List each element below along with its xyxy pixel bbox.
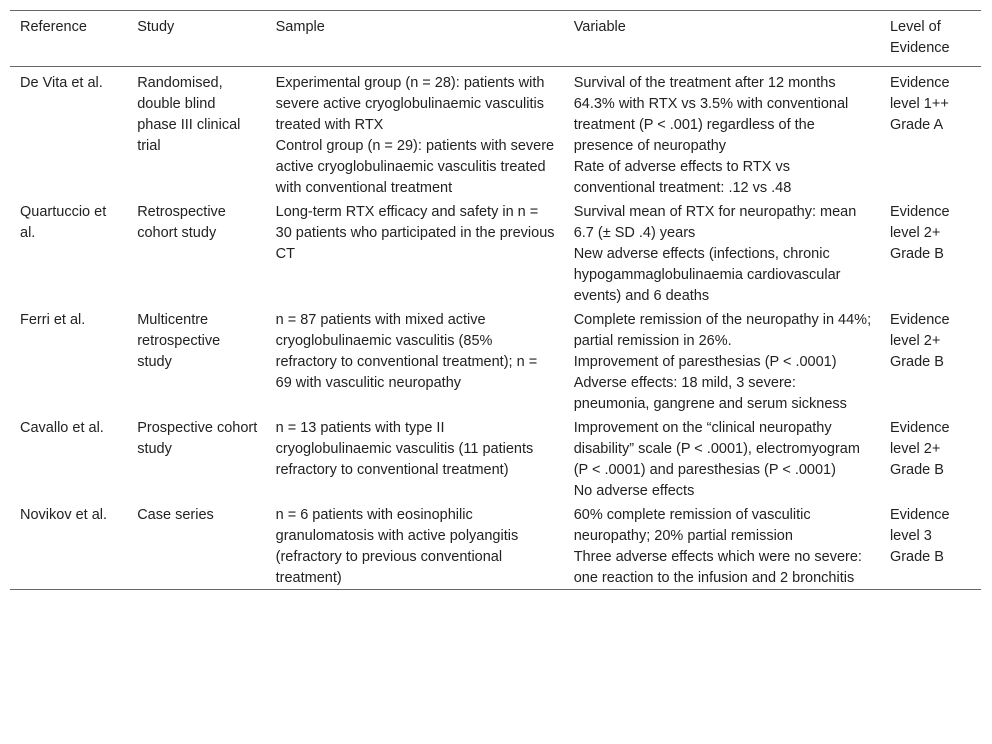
cell-sample [266,502,564,590]
header-reference: Reference [20,19,87,35]
evidence-level: Evidence level 2+ [889,420,954,457]
variable-line: Adverse effects: 18 mild, 3 severe: pneumonia, gangrene and serum sickness [573,375,847,412]
cell-variable [564,67,880,200]
variable-line: No adverse effects [573,483,695,499]
cell-sample [266,67,564,200]
evidence-grade: Grade A [889,117,944,133]
table-row [10,415,981,502]
header-variable: Variable [573,19,626,35]
cell-sample [266,415,564,502]
header-sample: Sample [275,19,325,35]
cell-reference: Novikov et al. [20,507,108,523]
cell-study: Case series [137,507,214,523]
cell-sample [266,307,564,415]
cell-reference: Ferri et al. [20,312,86,328]
cell-reference: Quartuccio et al. [20,204,107,241]
evidence-grade: Grade B [889,549,944,565]
evidence-level: Evidence level 3 [889,507,954,544]
cell-level [880,67,981,200]
table-row [10,502,981,590]
cell-reference: Cavallo et al. [20,420,104,436]
sample-line: Control group (n = 29): patients with severe active cryoglobulinaemic vasculitis treated with conventional treatment [275,138,559,196]
evidence-grade: Grade B [889,354,944,370]
variable-line: New adverse effects (infections, chronic hypogammaglobulinaemia cardiovascular events) and 6 deaths [573,246,845,304]
evidence-level: Evidence level 1++ [889,75,954,112]
cell-reference: De Vita et al. [20,75,103,91]
header-study: Study [137,19,175,35]
header-level-of-evidence: Level of Evidence [889,19,950,56]
variable-line: 60% complete remission of vasculitic neuropathy; 20% partial remission [573,507,815,544]
cell-level [880,307,981,415]
variable-line: Survival of the treatment after 12 months 64.3% with RTX vs 3.5% with conventional treatment (P < .001) regardless of the presence of neuropathy [573,75,853,154]
cell-level [880,502,981,590]
sample-line: n = 87 patients with mixed active cryoglobulinaemic vasculitis (85% refractory to conventional treatment); n = 69 with vasculitic neuropathy [275,312,542,391]
header-row [10,11,981,67]
variable-line: Three adverse effects which were no severe: one reaction to the infusion and 2 bronchitis [573,549,866,586]
sample-line: Long-term RTX efficacy and safety in n = 30 patients who participated in the previous CT [275,204,559,262]
cell-sample [266,199,564,307]
variable-line: Rate of adverse effects to RTX vs conventional treatment: .12 vs .48 [573,159,794,196]
table-row [10,199,981,307]
cell-study: Randomised, double blind phase III clinical trial [137,75,241,154]
evidence-level: Evidence level 2+ [889,204,954,241]
sample-line: Experimental group (n = 28): patients with severe active cryoglobulinaemic vasculitis treated with RTX [275,75,549,133]
evidence-table [10,10,981,590]
cell-variable [564,199,880,307]
evidence-grade: Grade B [889,462,944,478]
variable-line: Survival mean of RTX for neuropathy: mean 6.7 (± SD .4) years [573,204,861,241]
evidence-grade: Grade B [889,246,944,262]
table-row [10,307,981,415]
cell-variable [564,502,880,590]
variable-line: Improvement on the “clinical neuropathy disability” scale (P < .0001), electromyogram (P < .0001) and paresthesias (P < .0001) [573,420,864,478]
cell-variable [564,307,880,415]
variable-line: Complete remission of the neuropathy in 44%; partial remission in 26%. [573,312,876,349]
table-header [10,11,981,67]
table-body [10,67,981,590]
cell-variable [564,415,880,502]
cell-level [880,415,981,502]
variable-line: Improvement of paresthesias (P < .0001) [573,354,837,370]
sample-line: n = 6 patients with eosinophilic granulomatosis with active polyangitis (refractory to previous conventional treatment) [275,507,523,586]
cell-study: Prospective cohort study [137,420,258,457]
cell-study: Multicentre retrospective study [137,312,221,370]
cell-level [880,199,981,307]
cell-study: Retrospective cohort study [137,204,226,241]
table-row [10,67,981,200]
sample-line: n = 13 patients with type II cryoglobulinaemic vasculitis (11 patients refractory to conventional treatment) [275,420,538,478]
evidence-level: Evidence level 2+ [889,312,954,349]
